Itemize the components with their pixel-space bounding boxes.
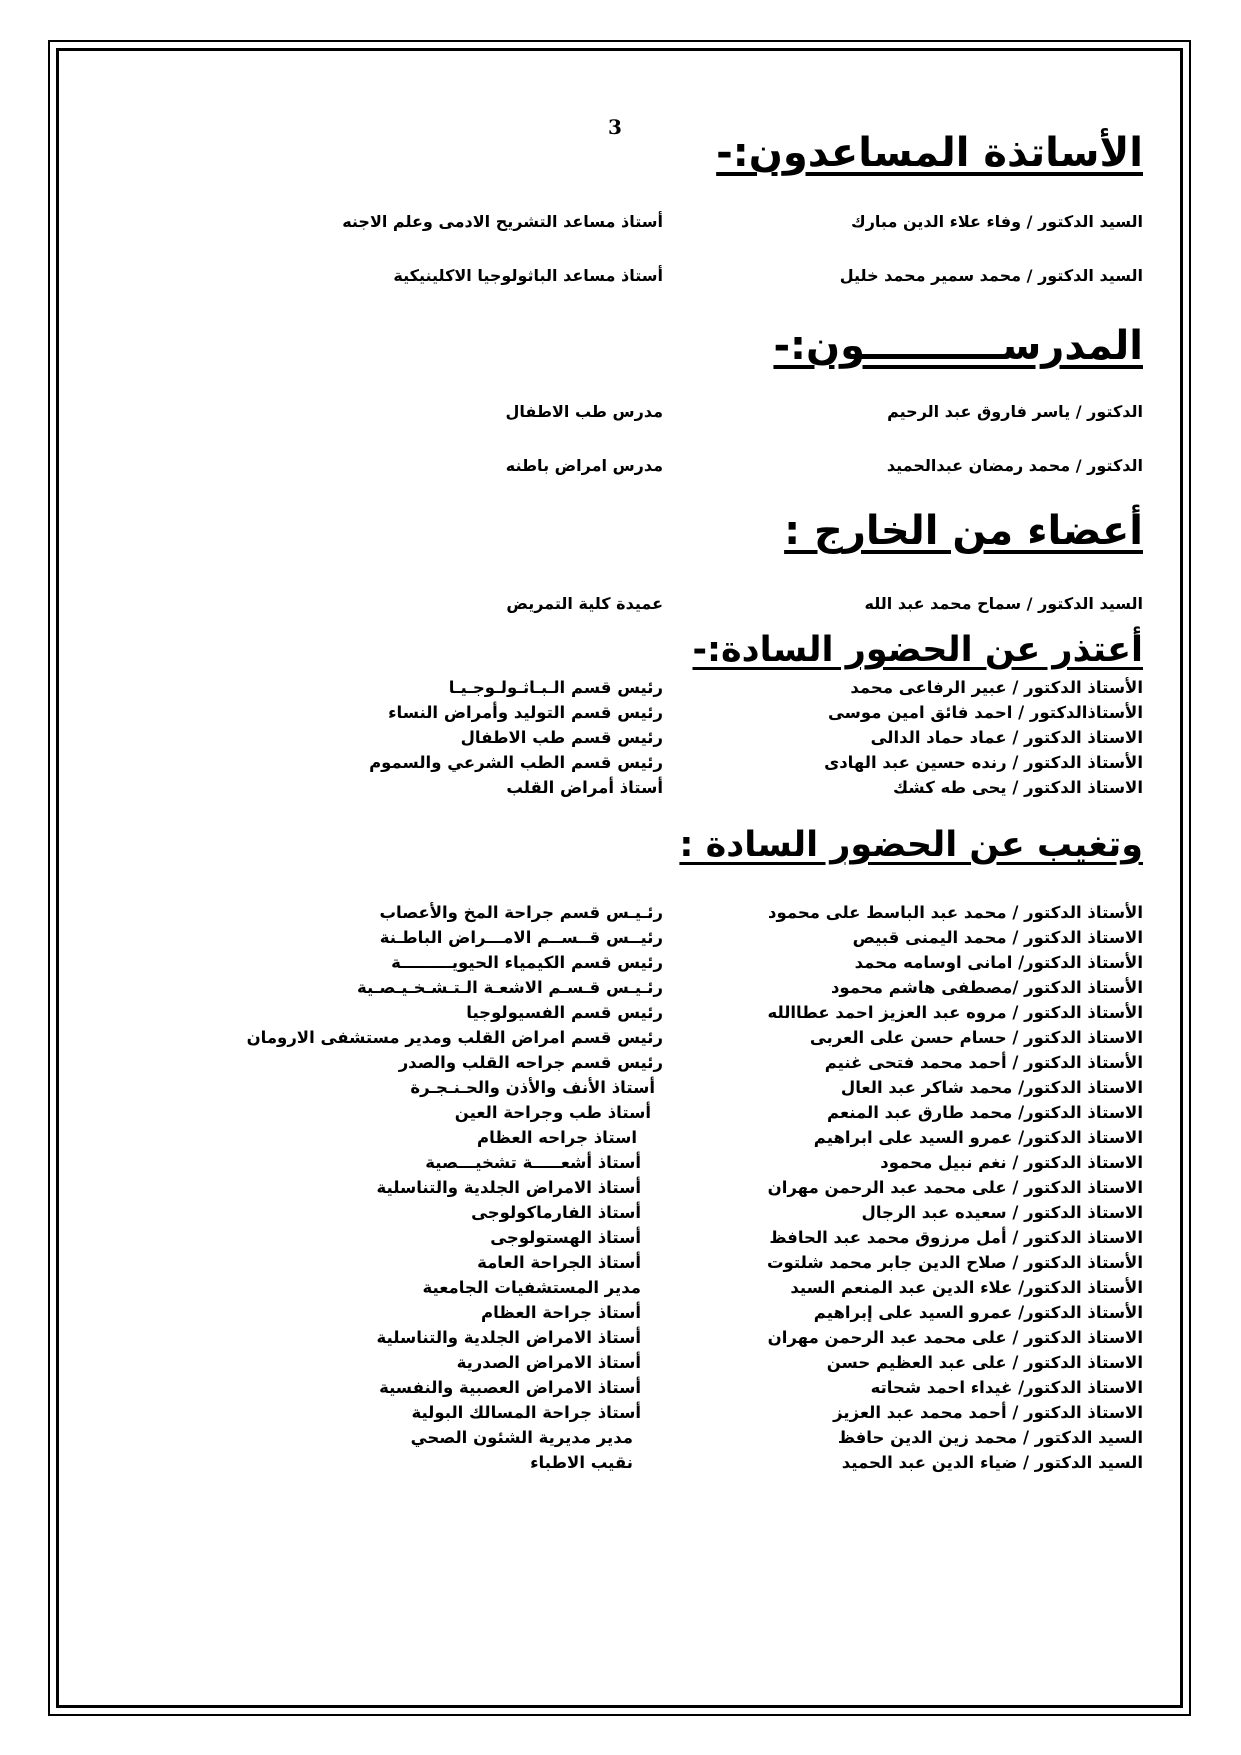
- member-name: الاستاذ الدكتور / أمل مرزوق محمد عبد الحافظ: [769, 1228, 1143, 1247]
- member-name: الأستاذ الدكتور / صلاح الدين جابر محمد شلتوت: [766, 1253, 1143, 1272]
- member-name: الأستاذ الدكتور / عبير الرفاعى محمد: [850, 678, 1143, 697]
- member-name: السيد الدكتور / ضياء الدين عبد الحميد: [841, 1453, 1143, 1472]
- member-name: الاستاذ الدكتور / محمد اليمنى قبيص: [852, 928, 1143, 947]
- list-item: [0, 1453, 1241, 1483]
- member-role: أستاذ جراحة المسالك البولية: [411, 1403, 641, 1422]
- member-role: مدرس طب الاطفال: [505, 402, 663, 421]
- member-role: أستاذ مساعد التشريح الادمى وعلم الاجنه: [342, 212, 663, 231]
- member-name: السيد الدكتور / محمد سمير محمد خليل: [839, 266, 1143, 285]
- member-name: الاستاذ الدكتور / على محمد عبد الرحمن مهران: [767, 1178, 1143, 1197]
- member-role: رئيس قسم الفسيولوجيا: [466, 1003, 663, 1022]
- member-name: الأستاذالدكتور / احمد فائق امين موسى: [827, 703, 1143, 722]
- member-name: الاستاذ الدكتور / أحمد محمد عبد العزيز: [833, 1403, 1143, 1422]
- member-role: رئـيـس قسم جراحة المخ والأعصاب: [379, 903, 663, 922]
- heading-apologized: أعتذر عن الحضور السادة:-: [692, 630, 1143, 670]
- member-role: أستاذ الهستولوجى: [490, 1228, 641, 1247]
- member-role: عميدة كلية التمريض: [506, 594, 663, 613]
- list-item: [0, 402, 1241, 432]
- list-item: [0, 594, 1241, 624]
- member-name: الأستاذ الدكتور /مصطفى هاشم محمود: [830, 978, 1143, 997]
- member-name: الأستاذ الدكتور / أحمد محمد فتحى غنيم: [824, 1053, 1143, 1072]
- member-role: رئيس قسم امراض القلب ومدير مستشفى الارومان: [246, 1028, 663, 1047]
- member-name: الاستاذ الدكتور/ عمرو السيد على ابراهيم: [813, 1128, 1143, 1147]
- member-role: أستاذ مساعد الباثولوجيا الاكلينيكية: [393, 266, 663, 285]
- member-name: الاستاذ الدكتور / على عبد العظيم حسن: [826, 1353, 1143, 1372]
- heading-assistant-professors: الأساتذة المساعدون:-: [716, 130, 1143, 176]
- member-role: رئيــس قــســم الامـــراض الباطـنة: [379, 928, 663, 947]
- member-role: مدير المستشفيات الجامعية: [422, 1278, 641, 1297]
- heading-external-members: أعضاء من الخارج :: [784, 508, 1143, 554]
- member-name: الاستاذ الدكتور / سعيده عبد الرجال: [861, 1203, 1143, 1222]
- member-name: الاستاذ الدكتور / نغم نبيل محمود: [880, 1153, 1143, 1172]
- member-name: الدكتور / ياسر فاروق عبد الرحيم: [887, 402, 1143, 421]
- page-number: 3: [608, 115, 622, 139]
- member-name: السيد الدكتور / وفاء علاء الدين مبارك: [851, 212, 1143, 231]
- member-name: الأستاذ الدكتور / محمد عبد الباسط على محمود: [768, 903, 1143, 922]
- member-role: رئيس قسم الـبـاثـولـوجـيـا: [448, 678, 663, 697]
- member-name: الأستاذ الدكتور/ عمرو السيد على إبراهيم: [813, 1303, 1143, 1322]
- member-role: أستاذ الامراض العصبية والنفسية: [379, 1378, 641, 1397]
- member-role: أستاذ أمراض القلب: [506, 778, 663, 797]
- member-role: رئـيـس قـسـم الاشعـة الـتـشـخـيـصـية: [356, 978, 663, 997]
- member-name: الاستاذ الدكتور/ محمد طارق عبد المنعم: [827, 1103, 1143, 1122]
- member-role: أستاذ جراحة العظام: [480, 1303, 641, 1322]
- member-role: أستاذ الامراض الجلدية والتناسلية: [376, 1178, 641, 1197]
- list-item: [0, 778, 1241, 808]
- member-role: استاذ جراحه العظام: [476, 1128, 637, 1147]
- member-role: أستاذ طب وجراحة العين: [454, 1103, 651, 1122]
- member-name: الاستاذ الدكتور/ محمد شاكر عبد العال: [840, 1078, 1143, 1097]
- member-role: أستاذ الامراض الصدرية: [456, 1353, 641, 1372]
- member-role: مدير مديرية الشئون الصحي: [410, 1428, 633, 1447]
- member-role: أستاذ الفارماكولوجى: [471, 1203, 641, 1222]
- member-role: رئيس قسم التوليد وأمراض النساء: [388, 703, 663, 722]
- member-role: رئيس قسم طب الاطفال: [460, 728, 663, 747]
- member-name: الدكتور / محمد رمضان عبدالحميد: [886, 456, 1143, 475]
- member-name: السيد الدكتور / محمد زين الدين حافظ: [837, 1428, 1143, 1447]
- member-name: الأستاذ الدكتور / رنده حسين عبد الهادى: [824, 753, 1143, 772]
- heading-absent: وتغيب عن الحضور السادة :: [679, 825, 1143, 865]
- member-name: الاستاذ الدكتور / حسام حسن على العربى: [809, 1028, 1143, 1047]
- member-role: أستاذ الأنف والأذن والحـنـجـرة: [410, 1078, 655, 1097]
- member-name: الاستاذ الدكتور/ غيداء احمد شحاته: [870, 1378, 1143, 1397]
- heading-lecturers: المدرســــــــــون:-: [773, 323, 1143, 369]
- list-item: [0, 456, 1241, 486]
- member-role: مدرس امراض باطنه: [505, 456, 663, 475]
- member-role: رئيس قسم الكيمياء الحيويـــــــــة: [391, 953, 663, 972]
- member-role: نقيب الاطباء: [530, 1453, 633, 1472]
- list-item: [0, 212, 1241, 242]
- member-name: السيد الدكتور / سماح محمد عبد الله: [864, 594, 1143, 613]
- member-role: رئيس قسم الطب الشرعي والسموم: [369, 753, 663, 772]
- member-role: أستاذ الجراحة العامة: [477, 1253, 641, 1272]
- member-role: رئيس قسم جراحه القلب والصدر: [398, 1053, 663, 1072]
- member-name: الاستاذ الدكتور / عماد حماد الدالى: [870, 728, 1143, 747]
- member-name: الأستاذ الدكتور / مروه عبد العزيز احمد عطاالله: [767, 1003, 1143, 1022]
- member-name: الأستاذ الدكتور/ امانى اوسامه محمد: [854, 953, 1143, 972]
- member-name: الاستاذ الدكتور / على محمد عبد الرحمن مهران: [767, 1328, 1143, 1347]
- member-role: أستاذ أشعـــــة تشخيـــصية: [425, 1153, 641, 1172]
- list-item: [0, 266, 1241, 296]
- member-name: الأستاذ الدكتور/ علاء الدين عبد المنعم السيد: [790, 1278, 1143, 1297]
- member-name: الاستاذ الدكتور / يحى طه كشك: [893, 778, 1143, 797]
- member-role: أستاذ الامراض الجلدية والتناسلية: [376, 1328, 641, 1347]
